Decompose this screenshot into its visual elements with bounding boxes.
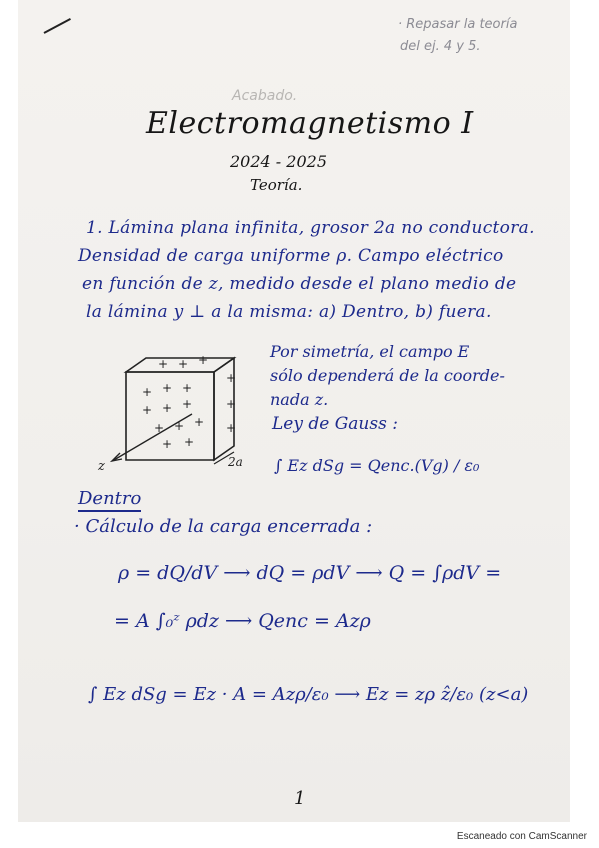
plus-sign: + [226,397,237,411]
plus-sign: + [184,435,195,449]
plus-sign: + [194,415,205,429]
plus-sign: + [154,421,165,435]
page-number: 1 [294,788,306,809]
faint-bleed-word: Acabado. [232,88,298,104]
pencil-note-line-2: del ej. 4 y 5. [400,39,481,54]
pen-stroke-mark [44,18,71,34]
plus-sign: + [178,357,189,371]
pencil-note-line-1: · Repasar la teoría [398,17,518,32]
plus-sign: + [162,381,173,395]
pencil-note [398,14,517,58]
thickness-label: 2a [228,455,243,469]
notebook-page [18,0,570,822]
plus-sign: + [226,371,237,385]
plus-sign: + [158,357,169,371]
equation-2: = A ∫₀ᶻ ρdz ⟶ Qenc = Azρ [114,610,371,632]
problem-line-1: 1. Lámina plana infinita, grosor 2a no conductora. [86,218,535,238]
symmetry-text [270,340,505,412]
charge-heading: · Cálculo de la carga encerrada : [74,516,373,537]
plus-sign: + [198,353,209,367]
plus-sign: + [142,385,153,399]
scanner-watermark: Escaneado con CamScanner [456,831,587,842]
problem-line-2: Densidad de carga uniforme ρ. Campo eléctrico [78,246,504,266]
problem-line-4: la lámina y ⊥ a la misma: a) Dentro, b) fuera. [86,302,492,322]
plus-sign: + [174,419,185,433]
equation-3: ∫ Ez dSg = Ez · A = Azρ/ε₀ ⟶ Ez = zρ ẑ/ε₀ (z<a) [88,684,529,705]
plus-sign: + [226,421,237,435]
plus-signs [142,353,236,451]
slab-diagram [96,352,256,472]
plus-sign: + [162,437,173,451]
equation-1: ρ = dQ/dV ⟶ dQ = ρdV ⟶ Q = ∫ρdV = [118,562,502,584]
plus-sign: + [162,401,173,415]
dentro-text: Dentro [78,488,141,512]
plus-sign: + [142,403,153,417]
subtitle: Teoría. [250,176,303,194]
gauss-law-label: Ley de Gauss : [272,414,398,434]
section-heading-dentro [78,488,141,509]
axis-label-z: z [98,459,105,472]
plus-sign: + [182,397,193,411]
gauss-law-equation: ∫ Ez dSg = Qenc.(Vg) / ε₀ [274,456,480,475]
symmetry-line-1: Por simetría, el campo E [270,342,470,361]
plus-sign: + [182,381,193,395]
symmetry-line-3: nada z. [270,390,329,409]
symmetry-line-2: sólo dependerá de la coorde- [270,366,505,385]
academic-year: 2024 - 2025 [230,152,328,171]
page-title: Electromagnetismo I [146,106,474,141]
problem-line-3: en función de z, medido desde el plano medio de [82,274,517,294]
